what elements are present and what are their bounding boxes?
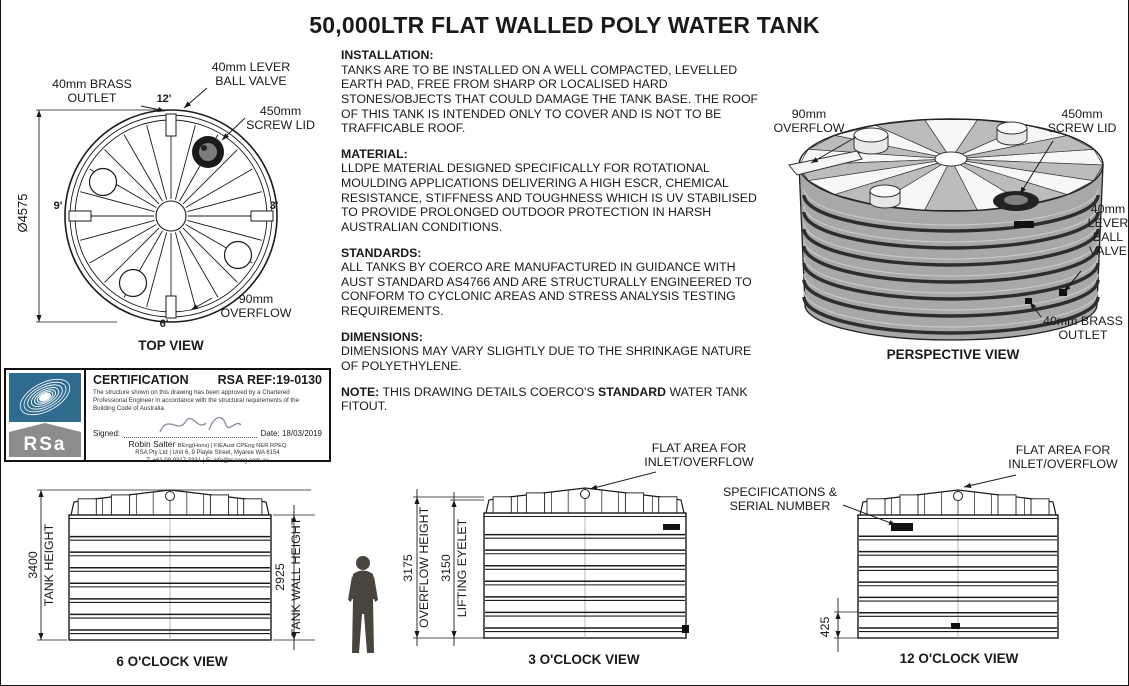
three-oclock-caption: 3 O'CLOCK VIEW (528, 652, 640, 667)
standards-heading: STANDARDS: (341, 245, 422, 260)
note-bold: STANDARD (597, 384, 667, 399)
dim-2925-label: TANK WALL HEIGHT (289, 517, 303, 637)
note-pre: THIS DRAWING DETAILS COERCO'S (379, 384, 598, 399)
rsa-logo-text: RSa (9, 432, 81, 457)
dimensions-heading: DIMENSIONS: (341, 329, 423, 344)
clock-mark-3: 3' (269, 200, 279, 212)
twelve-oclock-caption: 12 O'CLOCK VIEW (899, 651, 1019, 666)
installation-heading: INSTALLATION: (341, 48, 434, 62)
signature-icon (154, 411, 246, 437)
note-label: NOTE: (341, 384, 380, 399)
rsa-logo (6, 370, 86, 460)
twelve-oclock-flat-area-label: FLAT AREA FOR INLET/OVERFLOW (1008, 443, 1118, 471)
material-heading: MATERIAL: (341, 146, 408, 161)
signatory-name: Robin Salter (128, 439, 176, 450)
rsa-contact-line: T: +61 08 9317 3331 | E: info@rsaeng.com.au (146, 457, 269, 464)
dim-3150-label: LIFTING EYELET (455, 518, 469, 618)
signed-label: Signed: (93, 429, 121, 439)
rsa-company-line: RSA Pty Ltd | Unit 6, 9 Playle Street, Myaree WA 6154 (135, 450, 280, 457)
top-view-caption: TOP VIEW (138, 338, 204, 353)
top-view-diameter-dim: Ø4575 (15, 193, 30, 233)
clock-mark-6: 6' (159, 318, 169, 330)
six-oclock-caption: 6 O'CLOCK VIEW (116, 654, 228, 669)
three-oclock-flat-area-label: FLAT AREA FOR INLET/OVERFLOW (644, 441, 754, 469)
clock-mark-12: 12' (156, 93, 172, 105)
note-line (341, 385, 765, 414)
persp-screw-lid-label: 450mm SCREW LID (1047, 107, 1117, 135)
perspective-caption: PERSPECTIVE VIEW (886, 347, 1020, 362)
dim-3400-label: TANK HEIGHT (42, 523, 56, 607)
certification-content (86, 370, 329, 464)
top-view-ball-valve-label: 40mm LEVER BALL VALVE (211, 60, 291, 88)
spec-serial-label: SPECIFICATIONS & SERIAL NUMBER (722, 485, 838, 513)
clock-mark-9: 9' (53, 200, 63, 212)
installation-body: TANKS ARE TO BE INSTALLED ON A WELL COMPACTED, LEVELLED EARTH PAD, FREE FROM SHARP OR LOCALISED HARD STONES/OBJECTS THAT COULD DAMAGE THE TANK BASE. THE ROOF OF THIS TANK IS INTENDED ONLY TO COVER AND IS NOT TO BE TRAFFICABLE ROOF. (341, 62, 759, 136)
certification-date: Date: 18/03/2019 (260, 429, 322, 439)
page-title: 50,000LTR FLAT WALLED POLY WATER TANK (309, 12, 820, 38)
material-body: LLDPE MATERIAL DESIGNED SPECIFICALLY FOR ROTATIONAL MOULDING APPLICATIONS DELIVERING A HIGH ESCR, CHEMICAL RESISTANCE, STIFFNESS AND TOUGHNESS WHICH IS UV STABILISED TO PROVIDE PROLONGED OUTDOOR PROTECTION IN HARSH AUSTRALIAN CONDITIONS. (341, 161, 757, 234)
rsa-logo-spiral (9, 373, 81, 422)
dim-3150: 3150 (439, 554, 453, 582)
notes-column (341, 48, 765, 425)
spiral-icon (13, 375, 77, 419)
persp-ball-valve-label: 40mm LEVER BALL VALVE (1087, 202, 1129, 258)
rsa-logo-roof (9, 422, 81, 432)
persp-overflow-label: 90mm OVERFLOW (773, 107, 845, 135)
certification-ref: RSA REF:19-0130 (217, 373, 322, 387)
top-view-brass-outlet-label: 40mm BRASS OUTLET (52, 77, 132, 105)
persp-brass-outlet-label: 40mm BRASS OUTLET (1043, 314, 1123, 342)
dim-3175-label: OVERFLOW HEIGHT (417, 506, 431, 628)
note-post: WATER TANK FITOUT. (341, 384, 748, 414)
dim-3400: 3400 (26, 551, 40, 579)
certification-statement: The structure shown on this drawing has been approved by a Chartered Professional Engineer in accordance with the structural requirements of the Building Code of Australia. (93, 389, 300, 413)
standards-body: ALL TANKS BY COERCO ARE MANUFACTURED IN GUIDANCE WITH AUST STANDARD AS4766 AND ARE STRUCTURALLY ENGINEERED TO CONFORM TO CYCLONIC AREAS AND STRESS ANALYSIS TESTING REQUIREMENTS. (341, 260, 752, 318)
top-view-screw-lid-label: 450mm SCREW LID (246, 104, 315, 132)
dim-425: 425 (818, 616, 832, 638)
dim-2925: 2925 (273, 563, 287, 591)
signature-line (124, 424, 256, 438)
signatory-credentials: BEng(Hons) | FIEAust CPEng NER RPEQ (177, 443, 287, 450)
top-view-overflow-label: 90mm OVERFLOW (220, 292, 292, 320)
dim-3175: 3175 (401, 554, 415, 582)
certification-box (4, 368, 331, 462)
dimensions-body: DIMENSIONS MAY VARY SLIGHTLY DUE TO THE SHRINKAGE NATURE OF POLYETHYLENE. (341, 344, 752, 373)
certification-title: CERTIFICATION (93, 373, 189, 387)
